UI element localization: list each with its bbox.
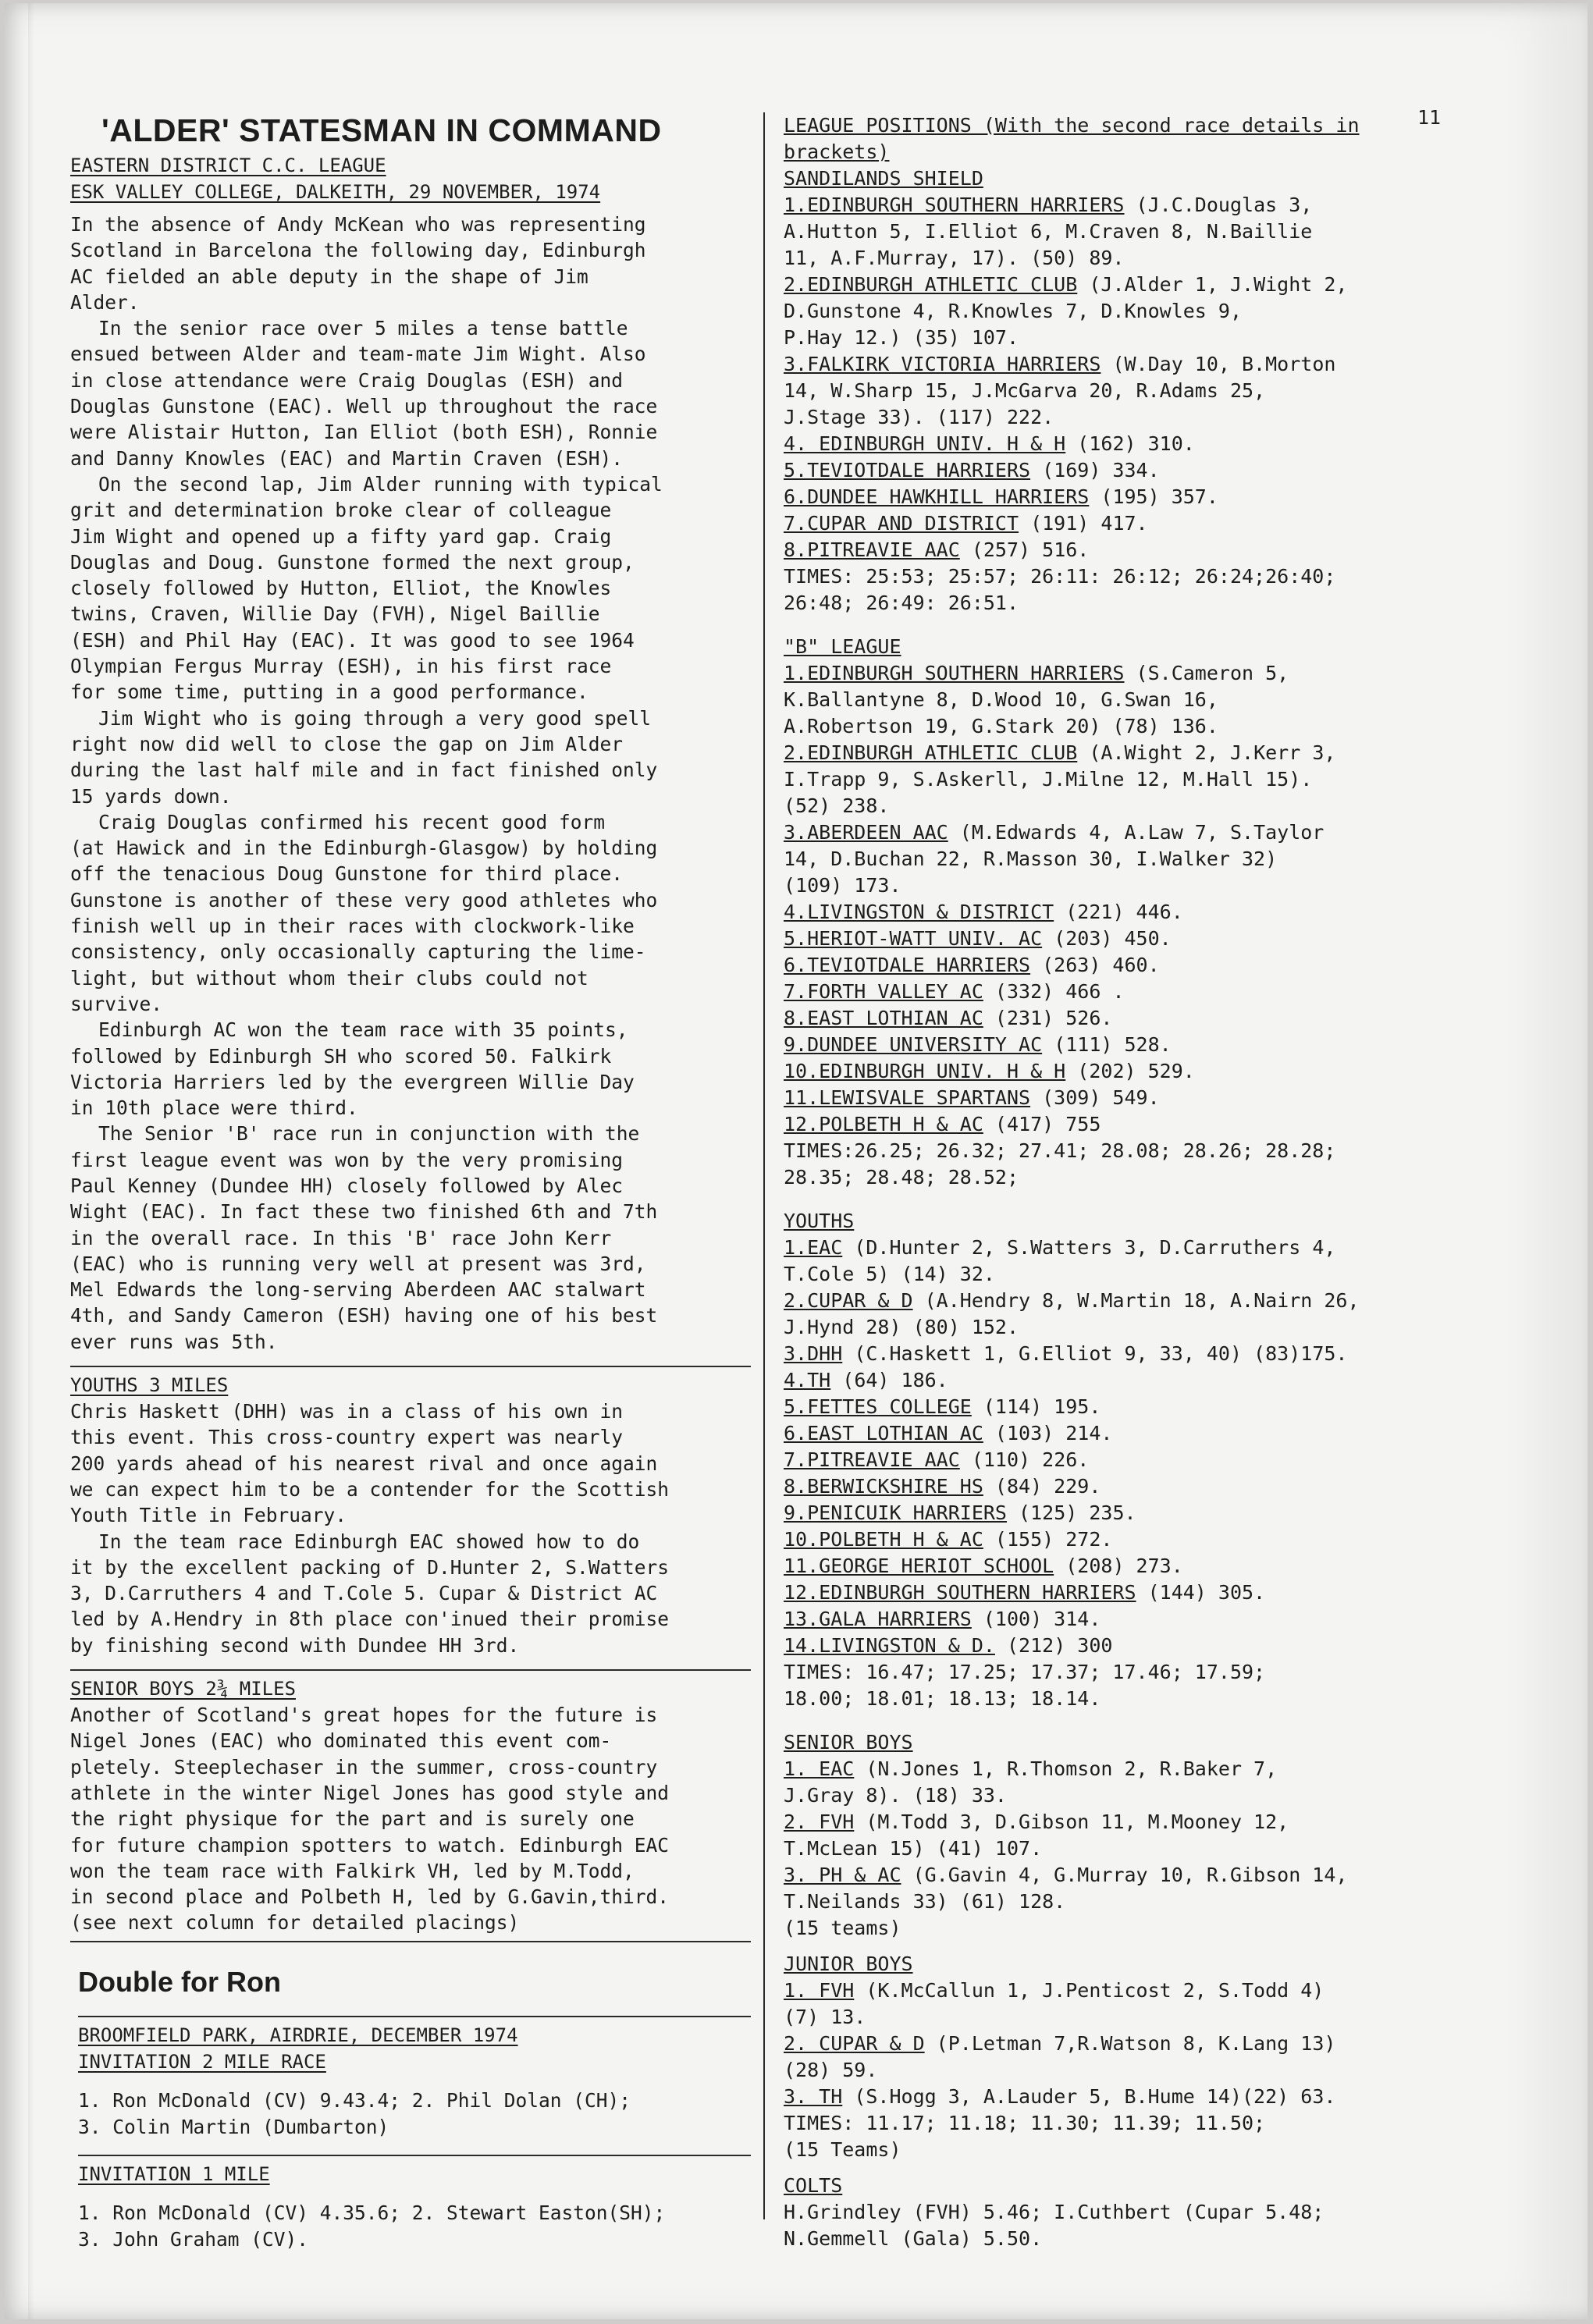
paragraph-5: Craig Douglas confirmed his recent good form (at Hawick and in the Edinburgh-Glasgow) by holding off the tenacious Doug Gunstone for third place. Gunstone is another of these very good athletes who finish well up in their races with clockwork-like consistency, only occasionally capturing the lime- light, but without whom their clubs could not survive. <box>70 810 658 1015</box>
airdrie-subhead: BROOMFIELD PARK, AIRDRIE, DECEMBER 1974 <box>78 2016 751 2049</box>
list-item: 1.EAC (D.Hunter 2, S.Watters 3, D.Carruthers 4, T.Cole 5) (14) 32. <box>784 1236 1336 1285</box>
list-item: 12.EDINBURGH SOUTHERN HARRIERS (144) 305. <box>784 1581 1266 1604</box>
list-item: 14.LIVINGSTON & D. (212) 300 <box>784 1634 1113 1657</box>
paragraph-6: Edinburgh AC won the team race with 35 points, followed by Edinburgh SH who scored 50. Falkirk Victoria Harriers led by the evergreen Willie Day in 10th place were third. <box>70 1018 635 1120</box>
venue-subhead: ESK VALLEY COLLEGE, DALKEITH, 29 NOVEMBER, 1974 <box>70 181 601 203</box>
senior-boys-note: (15 teams) <box>784 1917 901 1939</box>
list-item: 11.GEORGE HERIOT SCHOOL (208) 273. <box>784 1555 1183 1577</box>
youths-subhead: YOUTHS 3 MILES <box>70 1366 751 1398</box>
b-league-heading: "B" LEAGUE <box>784 635 901 658</box>
youths-paragraph-2: In the team race Edinburgh EAC showed how to do it by the excellent packing of D.Hunter 2, S.Watters 3, D.Carruthers 4 and T.Cole 5. Cupar & District AC led by A.Hendry in 8th place con'inued their promise by finishing second with Dundee HH 3rd. <box>70 1530 670 1657</box>
paragraph-1: In the absence of Andy McKean who was representing Scotland in Barcelona the following day, Edinburgh AC fielded an able deputy in the shape of Jim Alder. <box>70 213 646 314</box>
list-item: 1.EDINBURGH SOUTHERN HARRIERS (J.C.Douglas 3, A.Hutton 5, I.Elliot 6, M.Craven 8, N.Baillie 11, A.F.Murray, 17). (50) 89. <box>784 194 1313 269</box>
list-item: 5.HERIOT-WATT UNIV. AC (203) 450. <box>784 927 1172 950</box>
list-item: 2. CUPAR & D (P.Letman 7,R.Watson 8, K.Lang 13) (28) 59. <box>784 2032 1336 2081</box>
senior-boys-subhead: SENIOR BOYS 2¾ MILES <box>70 1669 751 1702</box>
divider <box>70 1941 751 1942</box>
senior-boys-paragraph: Another of Scotland's great hopes for the future is Nigel Jones (EAC) who dominated this event com- pletely. Steeplechaser in the summer, cross-country athlete in the winter Nigel Jones has good style and the right physique for the part and is surely one for future champion spotters to watch. Edinburgh EAC won the team race with Falkirk VH, led by M.Todd, in second place and Polbeth H, led by G.Gavin,third. (see next column for detailed placings) <box>70 1704 670 1935</box>
youths-times: TIMES: 16.47; 17.25; 17.37; 17.46; 17.59; 18.00; 18.01; 18.13; 18.14. <box>784 1661 1266 1710</box>
list-item: 7.CUPAR AND DISTRICT (191) 417. <box>784 512 1148 535</box>
b-league-list <box>784 660 1486 1191</box>
league-positions-heading: LEAGUE POSITIONS (With the second race details in brackets) <box>784 114 1360 163</box>
junior-boys-heading: JUNIOR BOYS <box>784 1953 913 1975</box>
list-item: 1. EAC (N.Jones 1, R.Thomson 2, R.Baker 7, J.Gray 8). (18) 33. <box>784 1757 1278 1807</box>
youths-list <box>784 1235 1486 1712</box>
list-item: 11.LEWISVALE SPARTANS (309) 549. <box>784 1086 1160 1109</box>
list-item: 2.EDINBURGH ATHLETIC CLUB (J.Alder 1, J.Wight 2, D.Gunstone 4, R.Knowles 7, D.Knowles 9, P.Hay 12.) (35) 107. <box>784 273 1348 349</box>
sandilands-times: TIMES: 25:53; 25:57; 26:11: 26:12; 26:24;26:40; 26:48; 26:49: 26:51. <box>784 565 1336 614</box>
list-item: 2. FVH (M.Todd 3, D.Gibson 11, M.Mooney 12, T.McLean 15) (41) 107. <box>784 1811 1289 1860</box>
list-item: 8.PITREAVIE AAC (257) 516. <box>784 538 1090 561</box>
colts-results: H.Grindley (FVH) 5.46; I.Cuthbert (Cupar 5.48; N.Gemmell (Gala) 5.50. <box>784 2201 1325 2250</box>
list-item: 4.TH (64) 186. <box>784 1369 948 1391</box>
league-subhead: EASTERN DISTRICT C.C. LEAGUE <box>70 155 386 176</box>
headline: 'ALDER' STATESMAN IN COMMAND <box>101 112 662 148</box>
list-item: 5.TEVIOTDALE HARRIERS (169) 334. <box>784 459 1160 482</box>
list-item: 6.TEVIOTDALE HARRIERS (263) 460. <box>784 954 1160 976</box>
list-item: 12.POLBETH H & AC (417) 755 <box>784 1113 1101 1135</box>
list-item: 8.BERWICKSHIRE HS (84) 229. <box>784 1475 1101 1498</box>
league-positions-header <box>784 106 1486 165</box>
list-item: 1.EDINBURGH SOUTHERN HARRIERS (S.Cameron 5, K.Ballantyne 8, D.Wood 10, G.Swan 16, A.Robertson 19, G.Stark 20) (78) 136. <box>784 662 1289 737</box>
sandilands-heading: SANDILANDS SHIELD <box>784 167 983 190</box>
b-league-times: TIMES:26.25; 26.32; 27.41; 28.08; 28.26; 28.28; 28.35; 28.48; 28.52; <box>784 1139 1336 1189</box>
list-item: 8.EAST LOTHIAN AC (231) 526. <box>784 1007 1113 1029</box>
list-item: 7.FORTH VALLEY AC (332) 466 . <box>784 980 1125 1003</box>
one-mile-subhead: INVITATION 1 MILE <box>78 2155 751 2187</box>
list-item: 5.FETTES COLLEGE (114) 195. <box>784 1395 1101 1418</box>
list-item: 4.LIVINGSTON & DISTRICT (221) 446. <box>784 901 1183 923</box>
list-item: 13.GALA HARRIERS (100) 314. <box>784 1608 1101 1630</box>
sandilands-list <box>784 192 1486 617</box>
list-item: 2.CUPAR & D (A.Hendry 8, W.Martin 18, A.Nairn 26, J.Hynd 28) (80) 152. <box>784 1289 1360 1338</box>
senior-boys-heading: SENIOR BOYS <box>784 1731 913 1754</box>
list-item: 9.DUNDEE UNIVERSITY AC (111) 528. <box>784 1033 1172 1056</box>
right-column <box>784 106 1486 2252</box>
page-fold-shadow <box>28 3 34 2319</box>
one-mile-results: 1. Ron McDonald (CV) 4.35.6; 2. Stewart Easton(SH); 3. John Graham (CV). <box>78 2201 666 2251</box>
two-mile-subhead: INVITATION 2 MILE RACE <box>78 2050 326 2073</box>
document-page <box>5 3 1588 2319</box>
paragraph-7: The Senior 'B' race run in conjunction with the first league event was won by the very promising Paul Kenney (Dundee HH) closely followed by Alec Wight (EAC). In fact these two finished 6th and 7th in the overall race. In this 'B' race John Kerr (EAC) who is running very well at present was 3rd, Mel Edwards the long-serving Aberdeen AAC stalwart 4th, and Sandy Cameron (ESH) having one of his best ever runs was 5th. <box>70 1122 658 1353</box>
left-column <box>70 112 751 2267</box>
column-divider <box>763 112 765 2219</box>
list-item: 10.EDINBURGH UNIV. H & H (202) 529. <box>784 1060 1195 1082</box>
list-item: 3. TH (S.Hogg 3, A.Lauder 5, B.Hume 14)(22) 63. <box>784 2085 1336 2108</box>
colts-heading: COLTS <box>784 2174 843 2197</box>
youths-paragraph-1: Chris Haskett (DHH) was in a class of his own in this event. This cross-country expert was nearly 200 yards ahead of his nearest rival and once again we can expect him to be a contender for the Scottish Youth Title in February. <box>70 1400 670 1527</box>
list-item: 10.POLBETH H & AC (155) 272. <box>784 1528 1113 1551</box>
list-item: 9.PENICUIK HARRIERS (125) 235. <box>784 1501 1136 1524</box>
paragraph-4: Jim Wight who is going through a very good spell right now did well to close the gap on Jim Alder during the last half mile and in fact finished only 15 yards down. <box>70 706 658 808</box>
list-item: 4. EDINBURGH UNIV. H & H (162) 310. <box>784 432 1195 455</box>
list-item: 2.EDINBURGH ATHLETIC CLUB (A.Wight 2, J.Kerr 3, I.Trapp 9, S.Askerll, J.Milne 12, M.Hall 15). (52) 238. <box>784 741 1336 817</box>
youths-heading: YOUTHS <box>784 1210 855 1232</box>
page-number: 11 <box>1417 106 1442 129</box>
senior-boys-list <box>784 1756 1486 1942</box>
list-item: 7.PITREAVIE AAC (110) 226. <box>784 1448 1090 1471</box>
list-item: 3.FALKIRK VICTORIA HARRIERS (W.Day 10, B.Morton 14, W.Sharp 15, J.McGarva 20, R.Adams 25, J.Stage 33). (117) 222. <box>784 353 1336 428</box>
list-item: 3.ABERDEEN AAC (M.Edwards 4, A.Law 7, S.Taylor 14, D.Buchan 22, R.Masson 30, I.Walker 32) (109) 173. <box>784 821 1325 897</box>
list-item: 6.EAST LOTHIAN AC (103) 214. <box>784 1422 1113 1445</box>
list-item: 1. FVH (K.McCallun 1, J.Penticost 2, S.Todd 4) (7) 13. <box>784 1979 1325 2028</box>
junior-boys-list <box>784 1978 1486 2163</box>
junior-boys-times: TIMES: 11.17; 11.18; 11.30; 11.39; 11.50; (15 Teams) <box>784 2112 1266 2161</box>
paragraph-3: On the second lap, Jim Alder running with typical grit and determination broke clear of colleague Jim Wight and opened up a fifty yard gap. Craig Douglas and Doug. Gunstone formed the next group, closely followed by Hutton, Elliot, the Knowles twins, Craven, Willie Day (FVH), Nigel Baillie (ESH) and Phil Hay (EAC). It was good to see 1964 Olympian Fergus Murray (ESH), in his first race for some time, putting in a good performance. <box>70 472 663 704</box>
list-item: 6.DUNDEE HAWKHILL HARRIERS (195) 357. <box>784 485 1218 508</box>
list-item: 3.DHH (C.Haskett 1, G.Elliot 9, 33, 40) (83)175. <box>784 1342 1348 1365</box>
list-item: 3. PH & AC (G.Gavin 4, G.Murray 10, R.Gibson 14, T.Neilands 33) (61) 128. <box>784 1864 1348 1913</box>
second-headline: Double for Ron <box>78 1965 281 1998</box>
paragraph-2: In the senior race over 5 miles a tense battle ensued between Alder and team-mate Jim Wight. Also in close attendance were Craig Douglas (ESH) and Douglas Gunstone (EAC). Well up throughout the race were Alistair Hutton, Ian Elliot (both ESH), Ronnie and Danny Knowles (EAC) and Martin Craven (ESH). <box>70 317 658 470</box>
two-mile-results: 1. Ron McDonald (CV) 9.43.4; 2. Phil Dolan (CH); 3. Colin Martin (Dumbarton) <box>78 2088 631 2138</box>
